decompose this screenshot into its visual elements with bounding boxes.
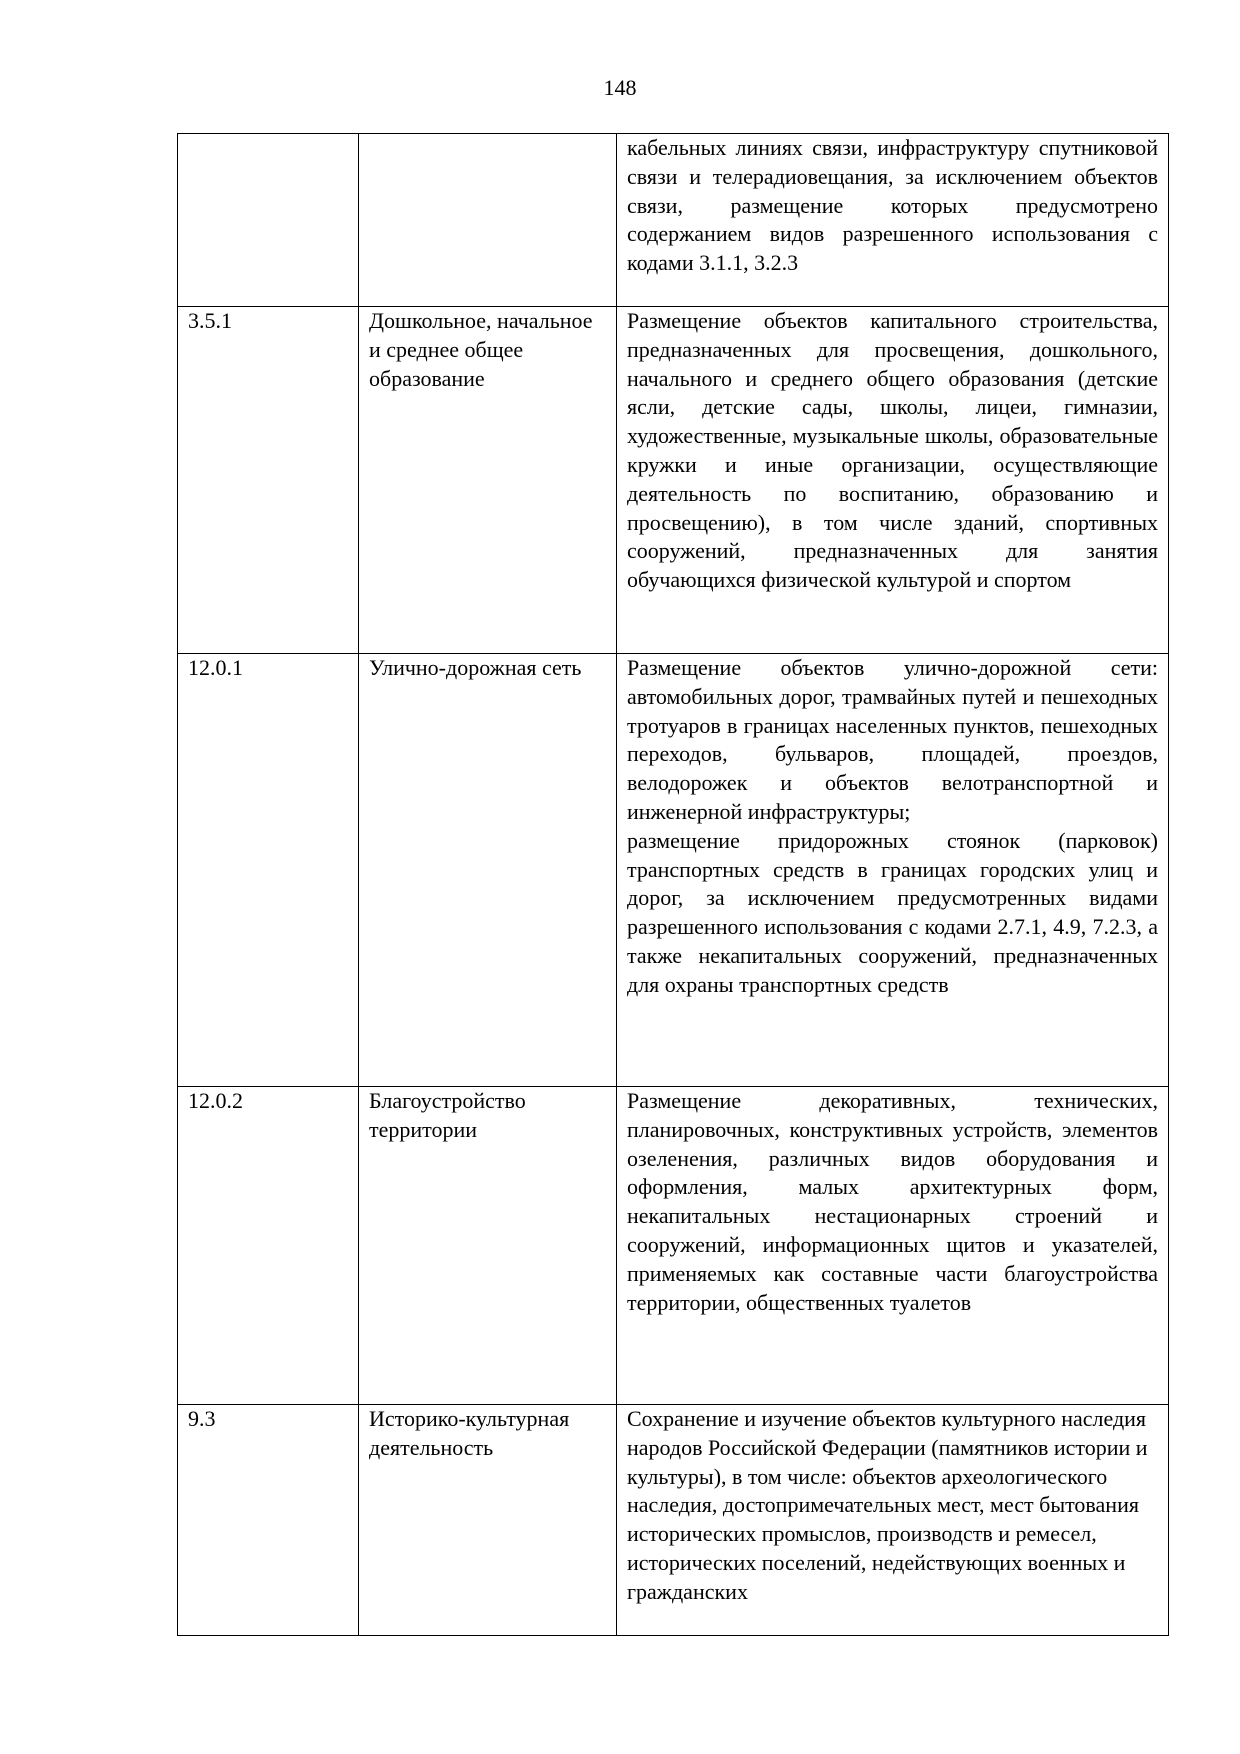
code-cell: 12.0.1 bbox=[178, 654, 359, 1087]
name-cell: Благоустройство территории bbox=[359, 1087, 617, 1405]
description-text: Размещение объектов улично-дорожной сети: автомобильных дорог, трамвайных путей и пешеходных тротуаров в границах населенных пунктов, пешеходных переходов, бульваров, площадей, проездов, велодорожек и объектов велотранспортной и инженерной инфраструктуры; bbox=[627, 655, 1158, 824]
description-cell bbox=[617, 1405, 1169, 1636]
description-text: Размещение объектов капитального строительства, предназначенных для просвещения, дошкольного, начального и среднего общего образования (детские ясли, детские сады, школы, лицеи, гимназии, художественные, музыкальные школы, образовательные кружки и иные организации, осуществляющие деятельность по воспитанию, образованию и просвещению), в том числе зданий, спортивных сооружений, предназначенных для занятия обучающихся физической культурой и спортом bbox=[627, 308, 1158, 593]
description-cell bbox=[617, 1087, 1169, 1405]
name-cell: Дошкольное, начальное и среднее общее образование bbox=[359, 307, 617, 654]
name-cell: Улично-дорожная сеть bbox=[359, 654, 617, 1087]
name-cell: Историко-культурная деятельность bbox=[359, 1405, 617, 1636]
description-text-2: размещение придорожных стоянок (парковок) транспортных средств в границах городских улиц и дорог, за исключением предусмотренных видами разрешенного использования с кодами 2.7.1, 4.9, 7.2.3, а также некапитальных сооружений, предназначенных для охраны транспортных средств bbox=[627, 827, 1158, 997]
description-text: кабельных линиях связи, инфраструктуру спутниковой связи и телерадиовещания, за исключением объектов связи, размещение которых предусмотрено содержанием видов разрешенного использования с кодами 3.1.1, 3.2.3 bbox=[627, 135, 1158, 276]
land-use-table bbox=[177, 133, 1169, 1636]
code-cell: 12.0.2 bbox=[178, 1087, 359, 1405]
description-text: Размещение декоративных, технических, планировочных, конструктивных устройств, элементов озеленения, различных видов оборудования и оформления, малых архитектурных форм, некапитальных нестационарных строений и сооружений, информационных щитов и указателей, применяемых как составные части благоустройства территории, общественных туалетов bbox=[627, 1088, 1158, 1315]
table-row bbox=[178, 307, 1169, 654]
description-text: Сохранение и изучение объектов культурного наследия народов Российской Федерации (памятников истории и культуры), в том числе: объектов археологического наследия, достопримечательных мест, мест бытования исторических промыслов, производств и ремесел, исторических поселений, недействующих военных и гражданских bbox=[627, 1406, 1148, 1604]
page-number: 148 bbox=[603, 75, 637, 100]
description-cell bbox=[617, 134, 1169, 307]
name-cell bbox=[359, 134, 617, 307]
code-cell bbox=[178, 134, 359, 307]
code-cell: 9.3 bbox=[178, 1405, 359, 1636]
description-cell bbox=[617, 654, 1169, 1087]
code-cell: 3.5.1 bbox=[178, 307, 359, 654]
table-row bbox=[178, 654, 1169, 1087]
table-row bbox=[178, 134, 1169, 307]
description-cell bbox=[617, 307, 1169, 654]
table-row bbox=[178, 1087, 1169, 1405]
table-row bbox=[178, 1405, 1169, 1636]
